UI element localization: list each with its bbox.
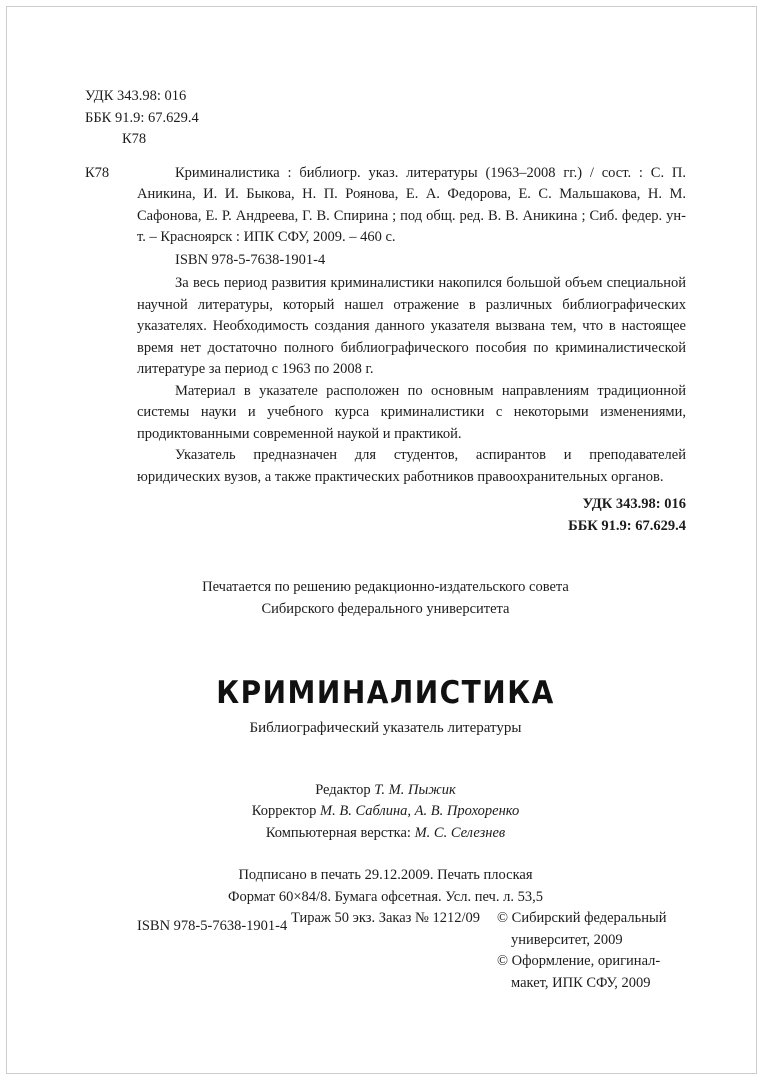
publication-decision	[85, 577, 686, 620]
catalog-card	[85, 163, 686, 489]
copyright-design: © Оформление, оригинал-	[497, 953, 661, 969]
copyright-university-cont: университет, 2009	[511, 931, 623, 948]
layout-label: Компьютерная верстка:	[265, 824, 415, 841]
copyright-design-cont: макет, ИПК СФУ, 2009	[511, 974, 651, 991]
abstract-paragraph: За весь период развития криминалистики накопился большой объем специальной научной литературы, который нашел отражение в различных библиографических указателях. Необходимость создания данного указателя вызвана тем, что в настоящее время нет достаточно полного библиографического пособия по криминалистической литературе за период с 1963 по 2008 г.	[137, 275, 686, 377]
abstract-paragraph: Указатель предназначен для студентов, аспирантов и преподавателей юридических вузов, а также практических работников правоохранительных органов.	[137, 447, 686, 485]
k78-hanging-code: К78	[85, 164, 110, 181]
book-title: КРИМИНАЛИСТИКА	[216, 673, 555, 711]
copyright-university: © Сибирский федеральный	[497, 910, 667, 926]
abstract-paragraph: Материал в указателе расположен по основным направлениям традиционной системы науки и учебного курса криминалистики с некоторыми изменениями, продиктованными современной наукой и практикой.	[137, 382, 686, 442]
classification-codes-right	[85, 494, 686, 537]
editor-line	[85, 780, 686, 802]
editor-label: Редактор	[315, 781, 375, 798]
print-run-line: Тираж 50 экз. Заказ № 1212/09	[290, 910, 481, 926]
format-line: Формат 60×84/8. Бумага офсетная. Усл. печ. л. 53,5	[228, 888, 543, 905]
page-content	[85, 0, 686, 930]
proofreader-names: М. В. Саблина, А. В. Прохоренко	[320, 803, 520, 819]
editor-name: Т. М. Пыжик	[374, 781, 456, 798]
copyright-block	[497, 908, 697, 994]
bibliographic-record: Криминалистика : библиогр. указ. литературы (1963–2008 гг.) / сост. : С. П. Аникина, И. И. Быкова, Н. П. Роянова, Е. А. Федорова, Е. С. Мальшакова, Н. М. Сафонова, Е. Р. Андреева, Г. В. Спирина ; под общ. ред. В. В. Аникина ; Сиб. федер. ун-т. – Красноярск : ИПК СФУ, 2009. – 460 с.	[137, 164, 686, 245]
proofreader-line	[85, 801, 686, 823]
publication-decision-line2: Сибирского федерального университета	[261, 600, 510, 617]
credits-block	[85, 780, 686, 845]
print-date-line: Подписано в печать 29.12.2009. Печать плоская	[238, 867, 533, 883]
book-subtitle: Библиографический указатель литературы	[249, 720, 522, 736]
layout-name: М. С. Селезнев	[414, 824, 506, 841]
isbn-line: ISBN 978-5-7638-1901-4	[175, 251, 326, 268]
proofreader-label: Корректор	[251, 803, 321, 819]
footer-isbn: ISBN 978-5-7638-1901-4	[137, 918, 288, 934]
classification-codes	[85, 86, 686, 151]
publication-decision-line1: Печатается по решению редакционно-издательского совета	[202, 579, 569, 595]
k78-code: К78	[122, 131, 147, 147]
udk-code-right: УДК 343.98: 016	[582, 496, 686, 512]
bbk-code: ББК 91.9: 67.629.4	[85, 109, 199, 126]
bbk-code-right: ББК 91.9: 67.629.4	[568, 517, 686, 534]
udk-code: УДК 343.98: 016	[85, 88, 187, 104]
layout-line	[85, 823, 686, 845]
